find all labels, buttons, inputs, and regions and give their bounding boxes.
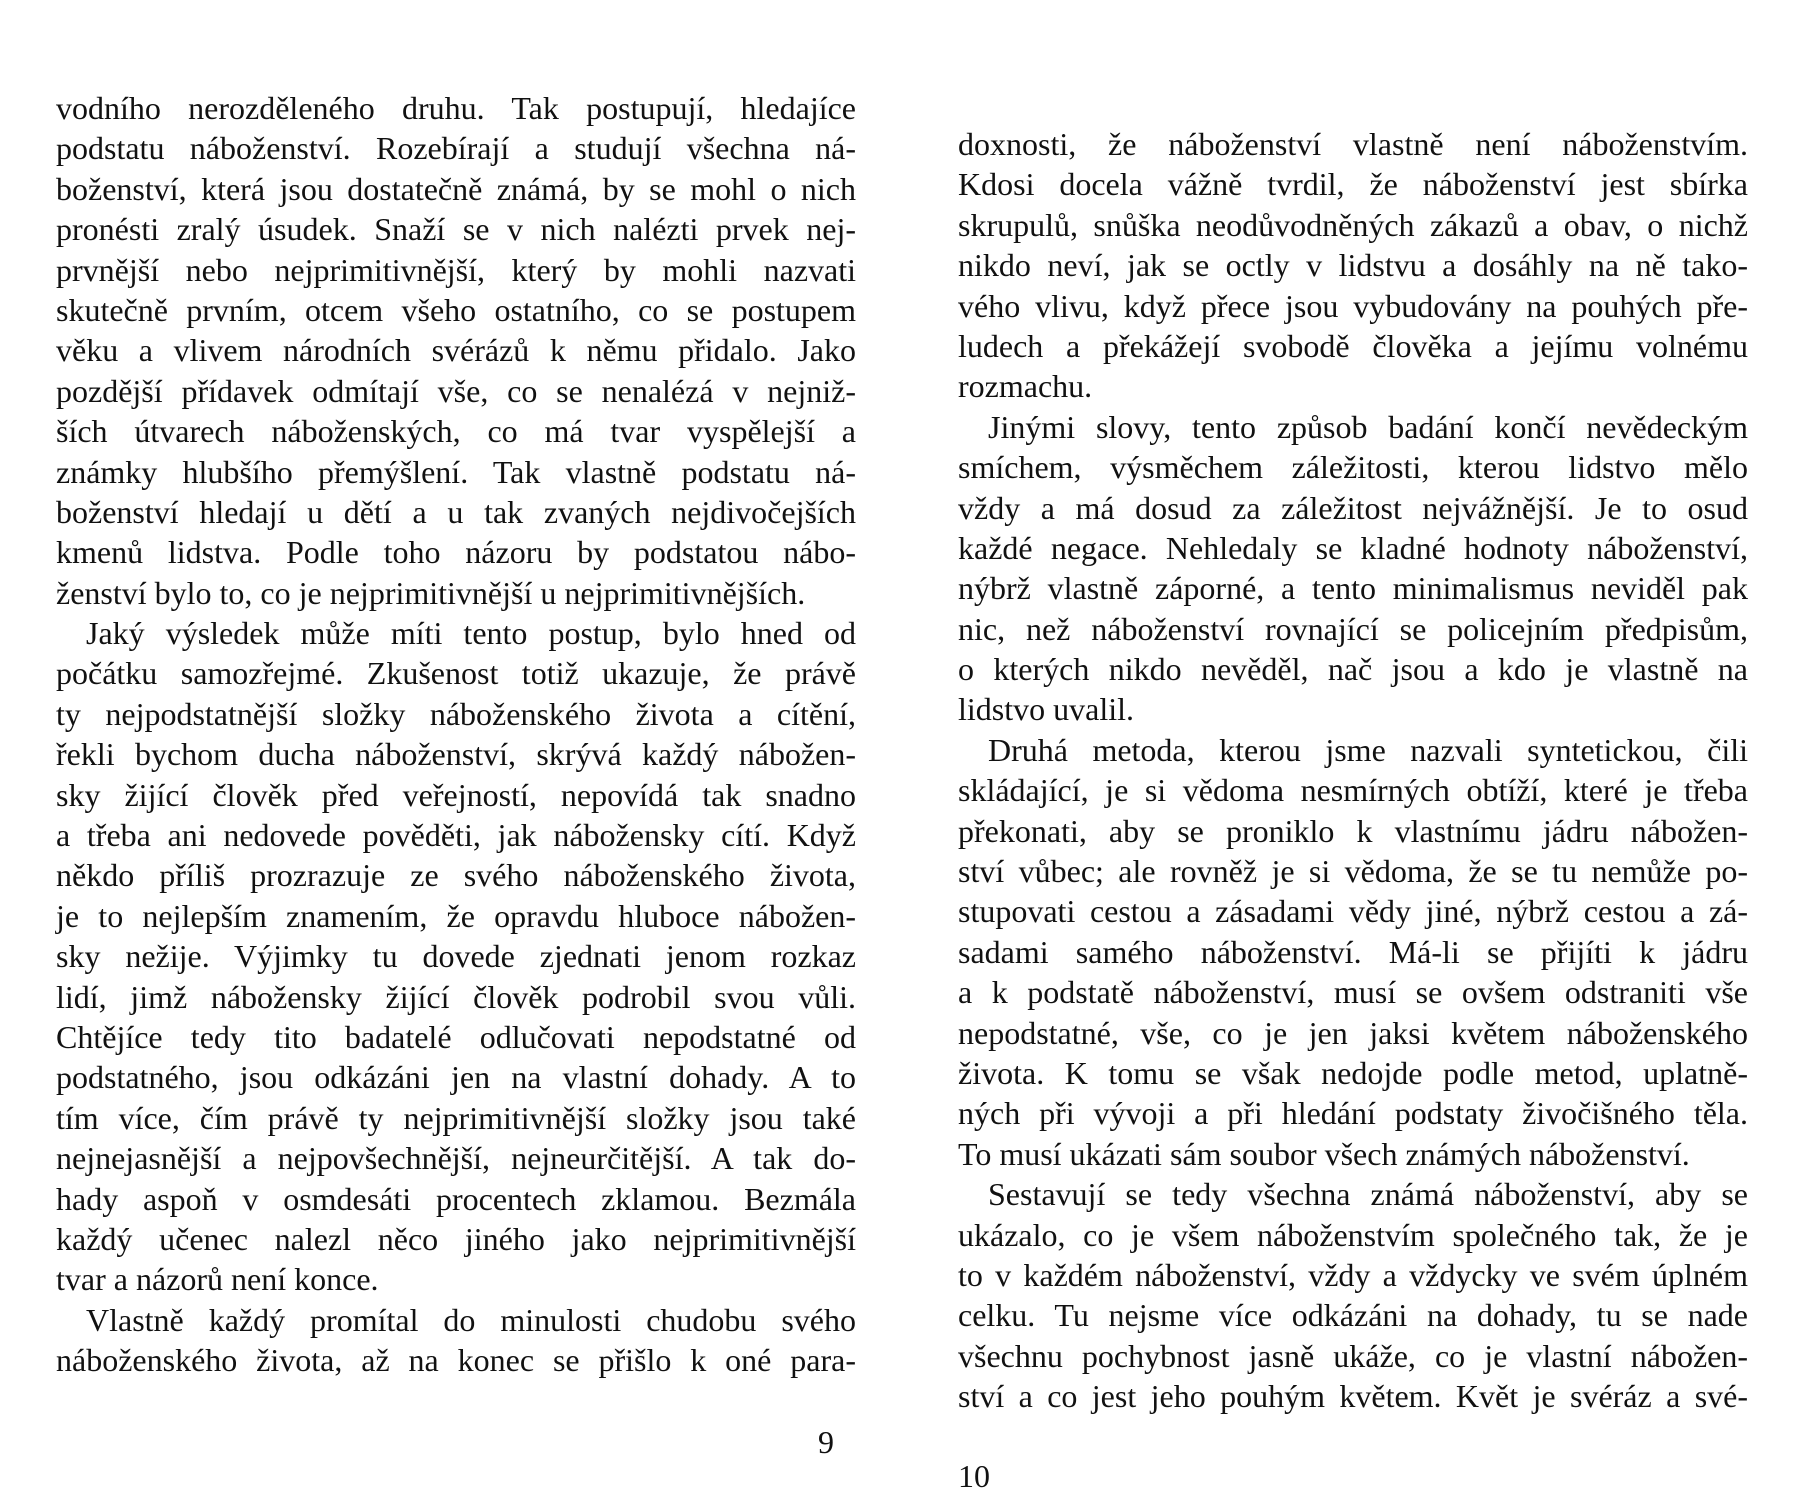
text-line: Jaký výsledek může míti tento postup, bylo hned od xyxy=(86,615,856,652)
text-line: nikdo neví, jak se octly v lidstvu a dosáhly na ně tako- xyxy=(958,247,1748,284)
text-line: prvnější nebo nejprimitivnější, který by mohli nazvati xyxy=(56,251,856,288)
right-page-text xyxy=(958,124,1748,1417)
right-page xyxy=(898,0,1796,1500)
text-line: ty nejpodstatnější složky náboženského života a cítění, xyxy=(56,695,856,732)
text-line: tvar a názorů není konce. xyxy=(56,1261,379,1298)
text-line: Chtějíce tedy tito badatelé odlučovati nepodstatné od xyxy=(56,1018,856,1055)
text-line: ství vůbec; ale rovněž je si vědoma, že se tu nemůže po- xyxy=(958,853,1748,890)
text-line: lidstvo uvalil. xyxy=(958,691,1134,728)
text-line: známky hlubšího přemýšlení. Tak vlastně podstatu ná- xyxy=(56,453,856,490)
text-line: podstatu náboženství. Rozebírají a studují všechna ná- xyxy=(56,130,856,167)
text-line: skrupulů, snůška neodůvodněných zákazů a obav, o nichž xyxy=(958,206,1748,243)
text-line: pronésti zralý úsudek. Snaží se v nich nalézti prvek nej- xyxy=(56,211,856,248)
text-line: a k podstatě náboženství, musí se ovšem odstraniti vše xyxy=(958,974,1748,1011)
text-line: ukázalo, co je všem náboženstvím společného tak, že je xyxy=(958,1216,1748,1253)
text-line: nepodstatné, vše, co je jen jaksi květem náboženského xyxy=(958,1014,1748,1051)
text-line: někdo příliš prozrazuje ze svého náboženského života, xyxy=(56,857,856,894)
text-line: počátku samozřejmé. Zkušenost totiž ukazuje, že právě xyxy=(56,655,856,692)
page-number-left: 9 xyxy=(818,1424,834,1460)
text-line: nýbrž vlastně záporné, a tento minimalismus neviděl pak xyxy=(958,570,1748,607)
text-line: překonati, aby se proniklo k vlastnímu jádru nábožen- xyxy=(958,812,1748,849)
text-line: podstatného, jsou odkázáni jen na vlastní dohady. A to xyxy=(56,1059,856,1096)
text-line: vodního nerozděleného druhu. Tak postupují, hledajíce xyxy=(56,90,856,126)
text-line: věku a vlivem národních svérázů k němu přidalo. Jako xyxy=(56,332,856,369)
text-line: to v každém náboženství, vždy a vždycky ve svém úplném xyxy=(958,1256,1748,1293)
text-line: skládající, je si vědoma nesmírných obtíží, které je třeba xyxy=(958,772,1748,809)
text-line: Druhá metoda, kterou jsme nazvali syntetickou, čili xyxy=(988,731,1748,768)
text-line: nejnejasnější a nejpovšechnější, nejneurčitější. A tak do- xyxy=(56,1140,856,1177)
text-line: doxnosti, že náboženství vlastně není náboženstvím. xyxy=(958,126,1748,162)
text-line: smíchem, výsměchem záležitosti, kterou lidstvo mělo xyxy=(958,449,1748,486)
text-line: Jinými slovy, tento způsob badání končí nevědeckým xyxy=(988,408,1748,445)
left-page-text xyxy=(56,88,856,1381)
text-line: života. K tomu se však nedojde podle metod, uplatně- xyxy=(958,1054,1748,1091)
text-line: je to nejlepším znamením, že opravdu hluboce nábožen- xyxy=(56,897,856,934)
text-line: rozmachu. xyxy=(958,368,1093,405)
text-line: Vlastně každý promítal do minulosti chudobu svého xyxy=(86,1301,856,1338)
text-line: To musí ukázati sám soubor všech známých náboženství. xyxy=(958,1135,1690,1172)
text-line: ných při vývoji a při hledání podstaty živočišného těla. xyxy=(958,1095,1748,1132)
text-line: sky žijící člověk před veřejností, nepovídá tak snadno xyxy=(56,776,856,813)
text-line: sky nežije. Výjimky tu dovede zjednati jenom rozkaz xyxy=(56,938,856,975)
text-line: kmenů lidstva. Podle toho názoru by podstatou nábo- xyxy=(56,534,856,571)
text-line: sadami samého náboženství. Má-li se přijíti k jádru xyxy=(958,933,1748,970)
text-line: skutečně prvním, otcem všeho ostatního, co se postupem xyxy=(56,291,856,328)
text-line: ších útvarech náboženských, co má tvar vyspělejší a xyxy=(56,413,856,450)
text-line: ludech a překážejí svobodě člověka a jejímu volnému xyxy=(958,327,1748,364)
text-line: ství a co jest jeho pouhým květem. Květ je svéráz a své- xyxy=(958,1378,1748,1415)
text-line: a třeba ani nedovede pověděti, jak nábožensky cítí. Když xyxy=(56,817,856,854)
text-line: každý učenec nalezl něco jiného jako nejprimitivnější xyxy=(56,1220,856,1257)
text-line: o kterých nikdo nevěděl, nač jsou a kdo je vlastně na xyxy=(958,651,1748,688)
text-line: pozdější přídavek odmítají vše, co se nenalézá v nejniž- xyxy=(56,372,856,409)
text-line: náboženského života, až na konec se přišlo k oné para- xyxy=(56,1342,856,1379)
text-line: Kdosi docela vážně tvrdil, že náboženství jest sbírka xyxy=(958,166,1748,203)
text-line: lidí, jimž nábožensky žijící člověk podrobil svou vůli. xyxy=(56,978,856,1015)
text-line: vého vlivu, když přece jsou vybudovány na pouhých pře- xyxy=(958,287,1748,324)
text-line: každé negace. Nehledaly se kladné hodnoty náboženství, xyxy=(958,529,1748,566)
page-number-right: 10 xyxy=(958,1458,990,1494)
text-line: řekli bychom ducha náboženství, skrývá každý nábožen- xyxy=(56,736,856,773)
text-line: všechnu pochybnost jasně ukáže, co je vlastní nábožen- xyxy=(958,1337,1748,1374)
text-line: celku. Tu nejsme více odkázáni na dohady, tu se nade xyxy=(958,1297,1748,1334)
text-line: hady aspoň v osmdesáti procentech zklamou. Bezmála xyxy=(56,1180,856,1217)
text-line: boženství hledají u dětí a u tak zvaných nejdivočejších xyxy=(56,493,856,530)
text-line: Sestavují se tedy všechna známá náboženství, aby se xyxy=(988,1176,1748,1213)
text-line: nic, než náboženství rovnající se policejním předpisům, xyxy=(958,610,1748,647)
text-line: stupovati cestou a zásadami vědy jiné, nýbrž cestou a zá- xyxy=(958,893,1748,930)
text-line: boženství, která jsou dostatečně známá, by se mohl o nich xyxy=(56,170,856,207)
text-line: ženství bylo to, co je nejprimitivnější u nejprimitivnějších. xyxy=(56,574,806,611)
text-line: tím více, čím právě ty nejprimitivnější složky jsou také xyxy=(56,1099,856,1136)
text-line: vždy a má dosud za záležitost nejvážnější. Je to osud xyxy=(958,489,1748,526)
